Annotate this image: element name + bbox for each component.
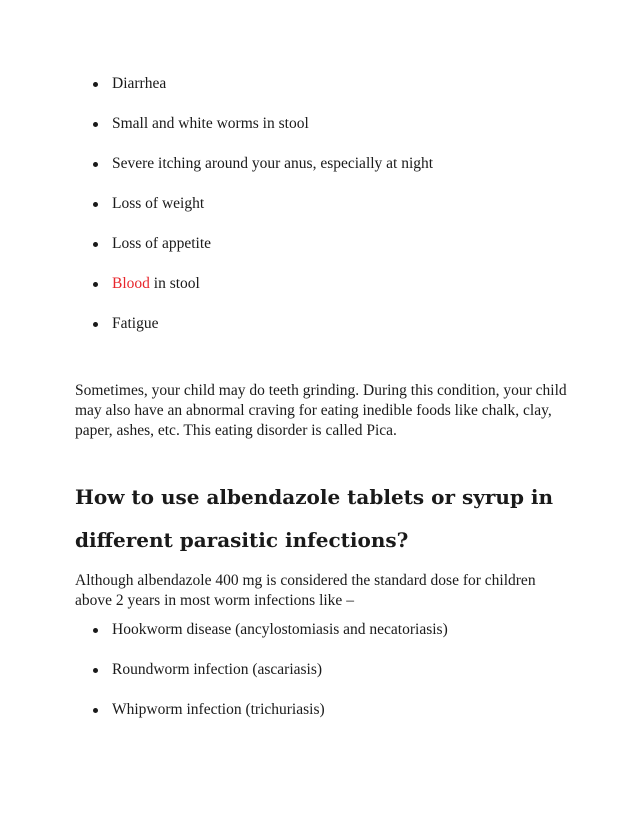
list-item — [0, 314, 638, 354]
infection-list — [0, 620, 638, 740]
list-item — [0, 114, 638, 154]
list-item-text: Severe itching around your anus, especially at night — [112, 155, 434, 172]
list-item — [0, 194, 638, 234]
list-item — [0, 660, 638, 700]
bullet-icon — [93, 242, 98, 247]
list-item — [0, 74, 638, 114]
bullet-icon — [93, 282, 98, 287]
list-item-text: Small and white worms in stool — [112, 115, 309, 132]
list-item — [0, 274, 638, 314]
dose-paragraph: Although albendazole 400 mg is considered the standard dose for children above 2 years in most worm infections like – — [75, 572, 536, 609]
list-item-text: Loss of weight — [112, 195, 205, 212]
symptom-list — [0, 74, 638, 354]
list-item-suffix: in stool — [149, 275, 200, 292]
list-item-text: Roundworm infection (ascariasis) — [112, 661, 323, 678]
list-item — [0, 620, 638, 660]
bullet-icon — [93, 668, 98, 673]
bullet-icon — [93, 322, 98, 327]
bullet-icon — [93, 628, 98, 633]
pica-paragraph: Sometimes, your child may do teeth grinding. During this condition, your child may also have an abnormal craving for eating inedible foods like chalk, clay, paper, ashes, etc. This eating disorder is called Pica. — [75, 382, 567, 439]
bullet-icon — [93, 122, 98, 127]
list-item-text: Diarrhea — [112, 75, 167, 92]
bullet-icon — [93, 202, 98, 207]
section-heading: How to use albendazole tablets or syrup in different parasitic infections? — [75, 485, 554, 552]
list-item-text: Whipworm infection (trichuriasis) — [112, 701, 325, 718]
blood-link[interactable]: Blood — [112, 275, 150, 292]
list-item-text: Hookworm disease (ancylostomiasis and necatoriasis) — [112, 621, 448, 638]
bullet-icon — [93, 162, 98, 167]
list-item-text — [112, 274, 200, 294]
list-item — [0, 700, 638, 740]
list-item-text: Loss of appetite — [112, 235, 212, 252]
list-item — [0, 154, 638, 194]
list-item — [0, 234, 638, 274]
bullet-icon — [93, 82, 98, 87]
bullet-icon — [93, 708, 98, 713]
list-item-text: Fatigue — [112, 315, 159, 332]
